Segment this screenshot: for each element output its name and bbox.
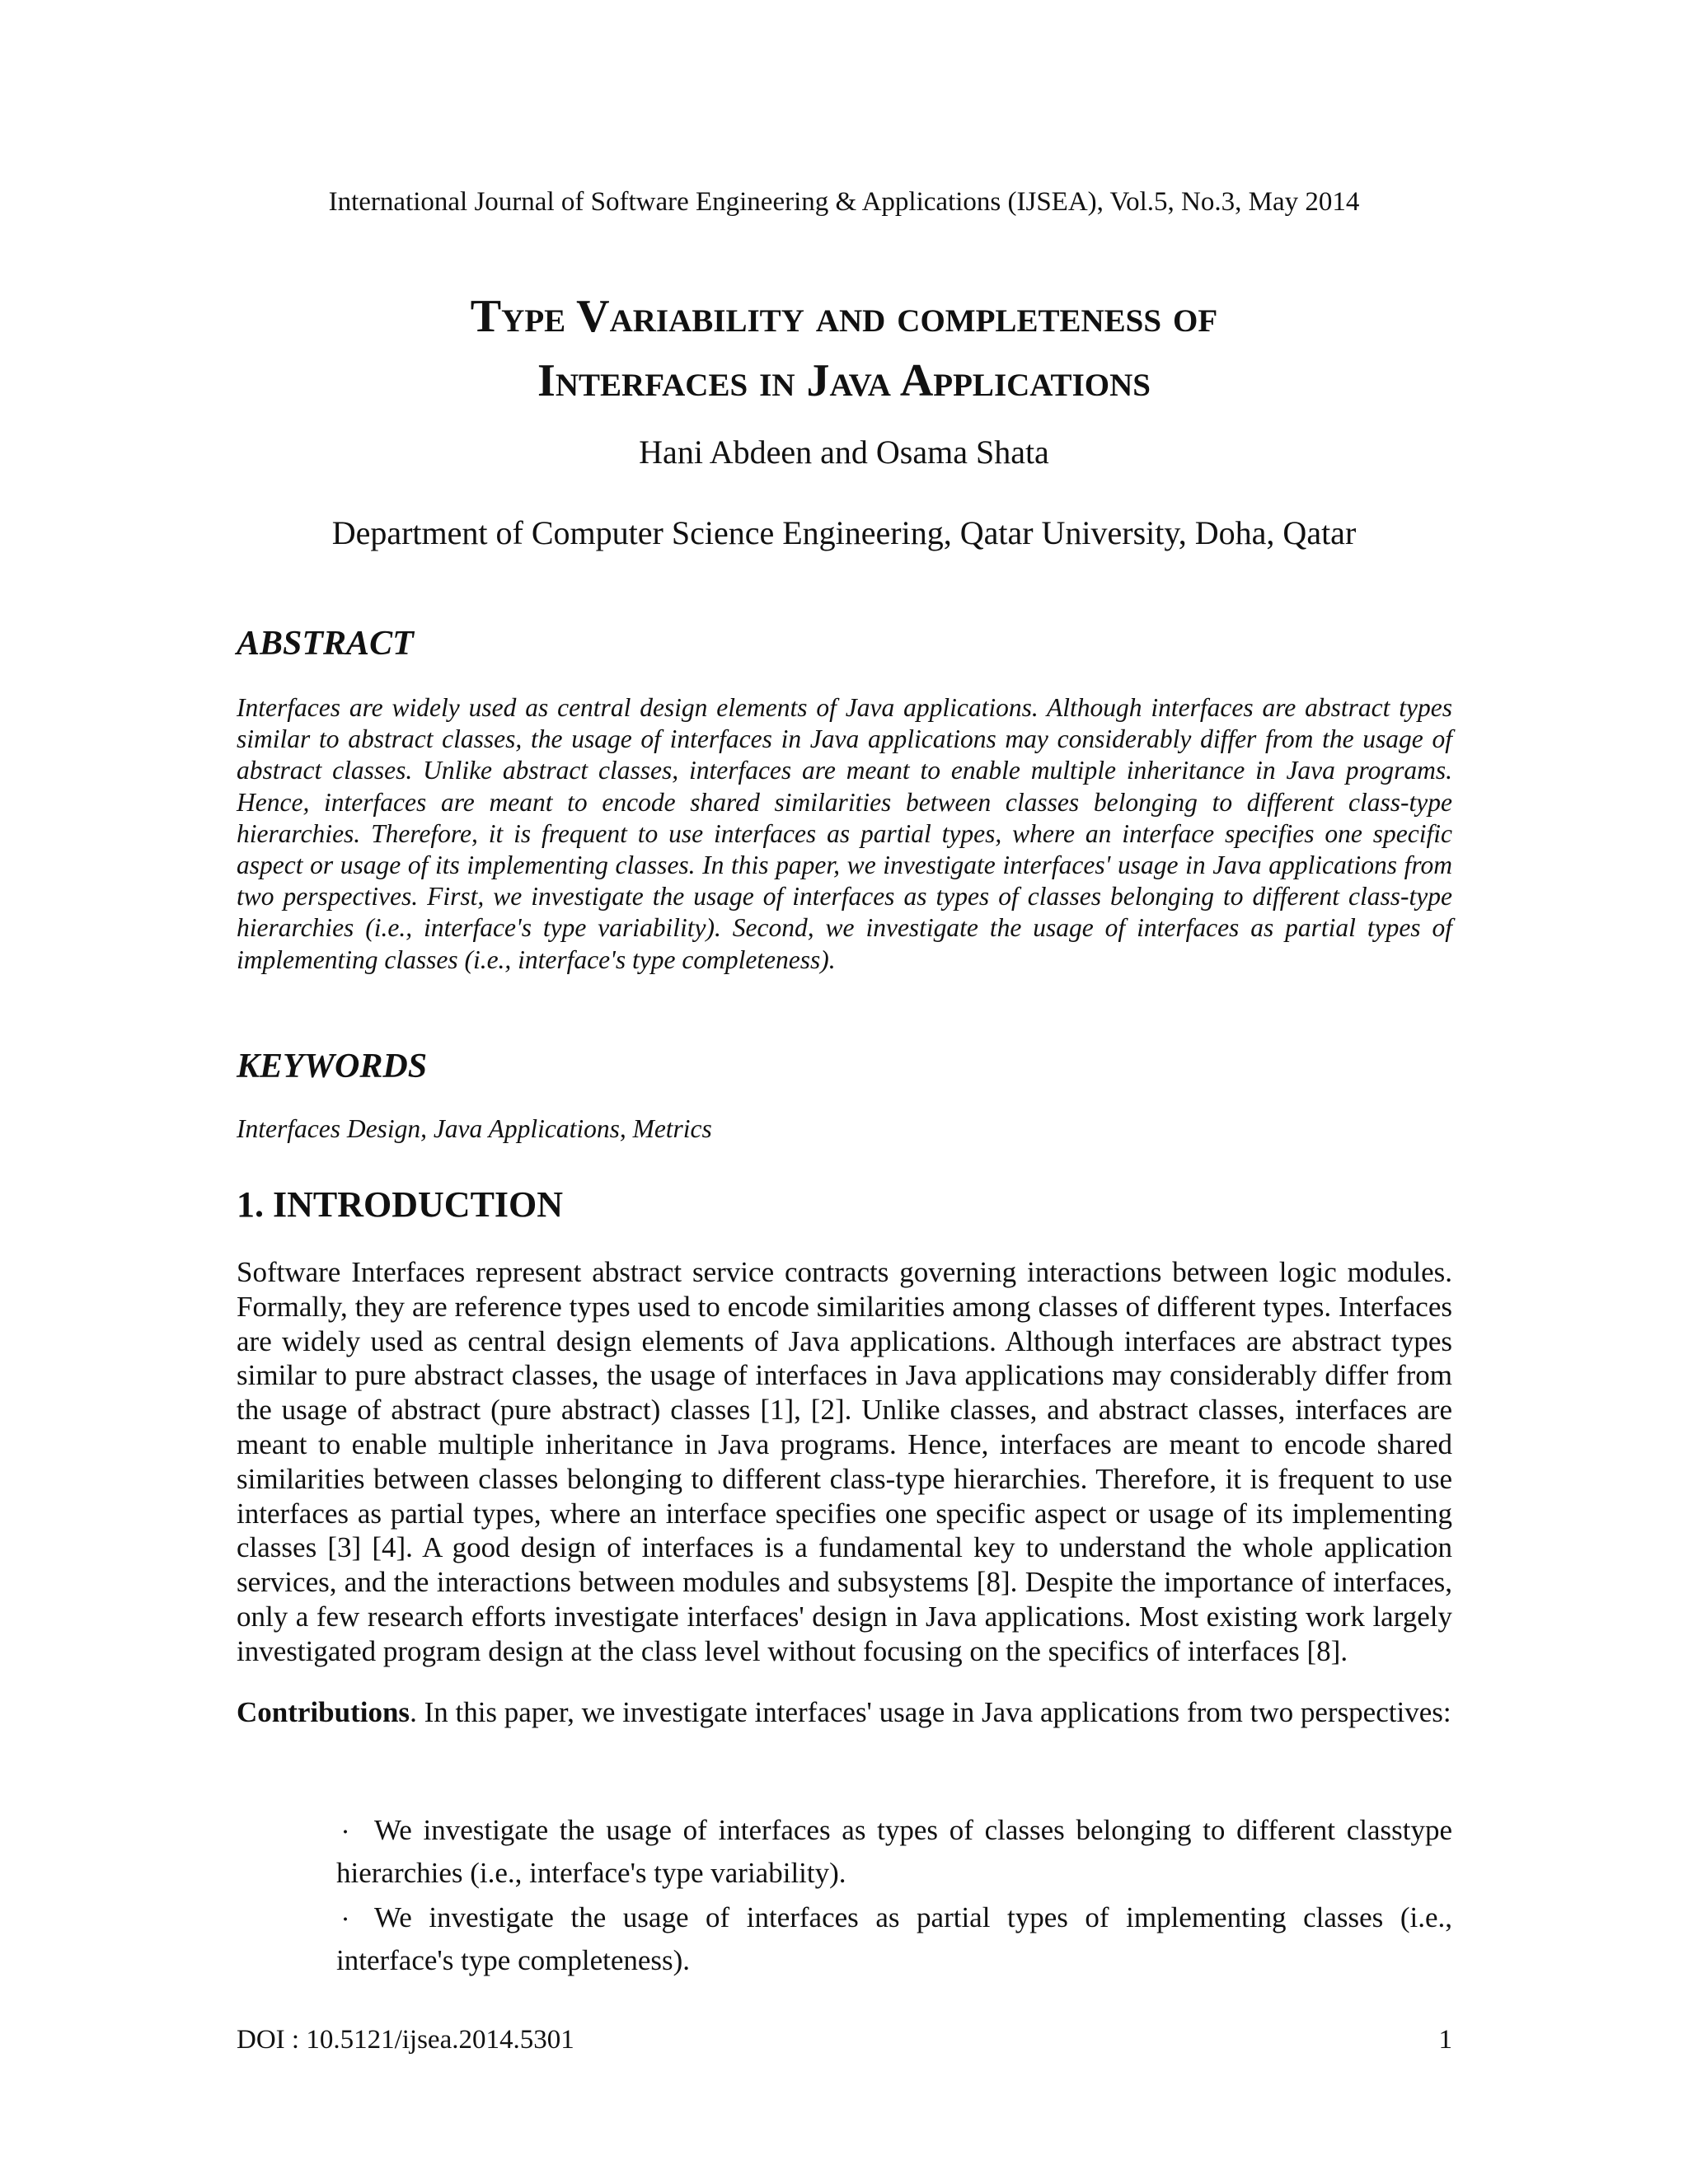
bullet-text-1: We investigate the usage of interfaces as types of classes belonging to different classtype hierarchies (i.e., interface's type variability). (336, 1814, 1452, 1889)
contributions-label: Contributions (237, 1695, 410, 1728)
keywords-text: Interfaces Design, Java Applications, Metrics (237, 1114, 712, 1143)
affiliation: Department of Computer Science Engineering, Qatar University, Doha, Qatar (331, 514, 1357, 551)
title-line-1: Type Variability and completeness of (470, 291, 1218, 342)
journal-header: International Journal of Software Engineering & Applications (IJSEA), Vol.5, No.3, May 2014 (328, 187, 1360, 217)
title-line-2: Interfaces in Java Applications (537, 355, 1151, 406)
contributions-text: . In this paper, we investigate interfaces' usage in Java applications from two perspectives: (410, 1695, 1451, 1728)
keywords-heading: KEYWORDS (237, 1047, 428, 1085)
introduction-paragraph: Software Interfaces represent abstract service contracts governing interactions between logic modules. Formally, they are reference types used to encode similarities among classes of different types. Interfaces are widely used as central design elements of Java applications. Although interfaces are abstract types similar to pure abstract classes, the usage of interfaces in Java applications may considerably differ from the usage of abstract (pure abstract) classes [1], [2]. Unlike classes, and abstract classes, interfaces are meant to enable multiple inheritance in Java programs. Hence, interfaces are meant to encode shared similarities between classes belonging to different class-type hierarchies. Therefore, it is frequent to use interfaces as partial types, where an interface specifies one specific aspect or usage of its implementing classes [3] [4]. A good design of interfaces is a fundamental key to understand the whole application services, and the interactions between modules and subsystems [8]. Despite the importance of interfaces, only a few research efforts investigate interfaces' design in Java applications. Most existing work largely investigated program design at the class level without focusing on the specifics of interfaces [8]. (237, 1256, 1452, 1667)
keywords-section (237, 1045, 1452, 1146)
introduction-section (237, 1183, 1452, 1729)
paper-title (165, 284, 1523, 413)
authors: Hani Abdeen and Osama Shata (639, 434, 1049, 471)
abstract-text: Interfaces are widely used as central design elements of Java applications. Although interfaces are abstract types similar to abstract classes, the usage of interfaces in Java applications may considerably differ from the usage of abstract classes. Unlike abstract classes, interfaces are meant to enable multiple inheritance in Java programs. Hence, interfaces are meant to encode shared similarities between classes belonging to different class-type hierarchies. Therefore, it is frequent to use interfaces as partial types, where an interface specifies one specific aspect or usage of its implementing classes. In this paper, we investigate interfaces' usage in Java applications from two perspectives. First, we investigate the usage of interfaces as types of classes belonging to different class-type hierarchies (i.e., interface's type variability). Second, we investigate the usage of interfaces as partial types of implementing classes (i.e., interface's type completeness). (237, 693, 1452, 974)
bullet-text-2: We investigate the usage of interfaces as partial types of implementing classes (i.e., interface's type completeness). (336, 1901, 1452, 1976)
list-item (336, 1809, 1452, 1895)
list-item (336, 1896, 1452, 1982)
bullet-icon: ・ (336, 1821, 355, 1843)
page-footer (237, 2023, 1452, 2056)
introduction-heading: 1. INTRODUCTION (237, 1184, 564, 1225)
bullet-icon: ・ (336, 1909, 355, 1930)
contributions-paragraph (237, 1695, 1452, 1730)
abstract-heading: ABSTRACT (237, 625, 414, 663)
contributions-list (336, 1809, 1452, 1984)
page-number: 1 (1438, 2025, 1452, 2055)
abstract-section (237, 622, 1452, 976)
doi: DOI : 10.5121/ijsea.2014.5301 (237, 2025, 574, 2055)
